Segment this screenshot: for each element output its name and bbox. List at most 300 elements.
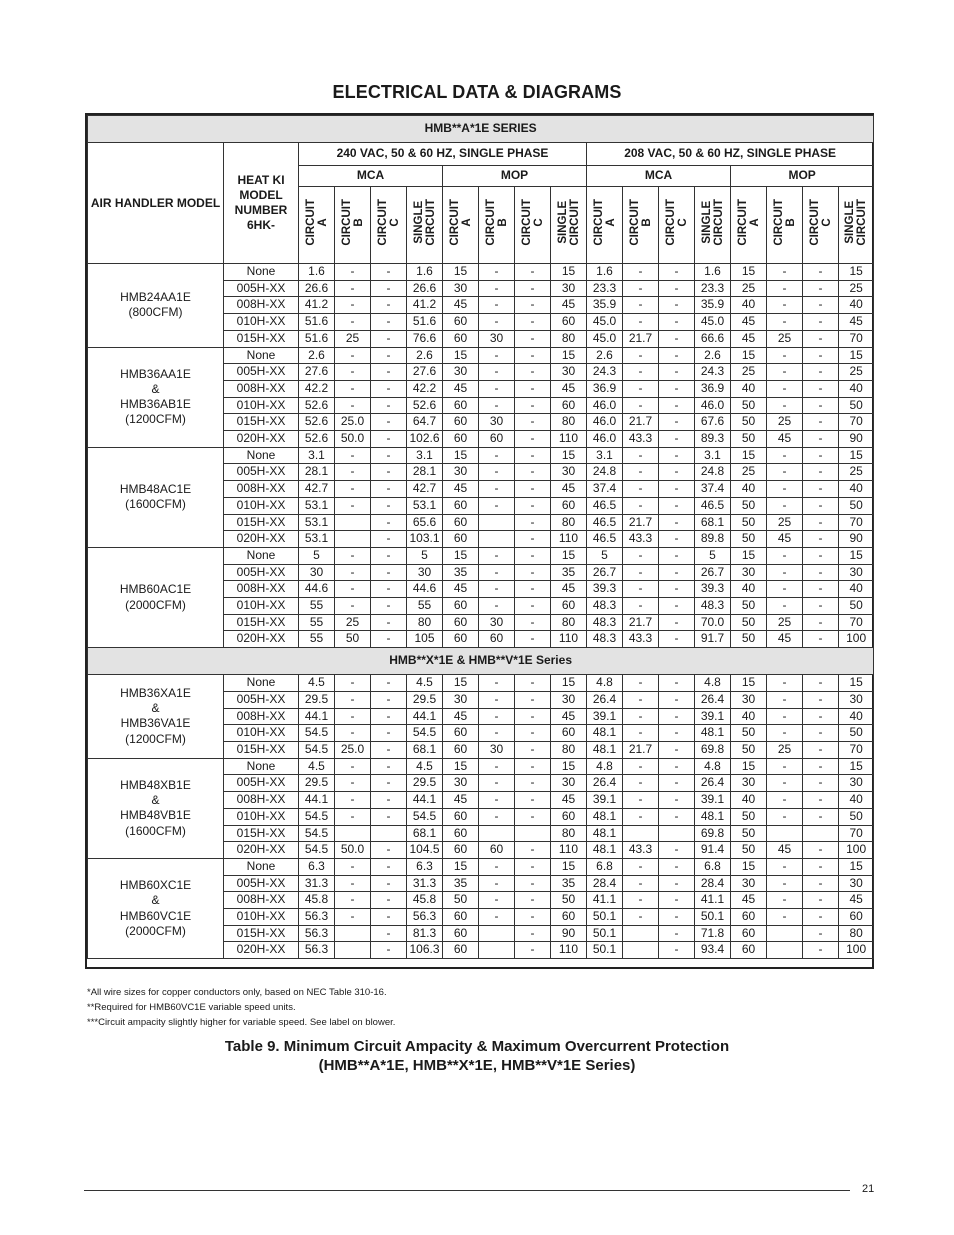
- value-cell: -: [479, 497, 515, 514]
- value-cell: 40: [839, 708, 874, 725]
- value-cell: [623, 925, 659, 942]
- circuit-sub-header-label: SINGLE CIRCUIT: [556, 199, 581, 246]
- value-cell: -: [803, 330, 839, 347]
- value-cell: -: [515, 909, 551, 926]
- value-cell: 40: [731, 581, 767, 598]
- value-cell: 39.1: [695, 708, 731, 725]
- value-cell: 31.3: [407, 875, 443, 892]
- value-cell: 48.1: [587, 808, 623, 825]
- value-cell: 15: [839, 347, 874, 364]
- value-cell: 52.6: [407, 397, 443, 414]
- value-cell: 70.0: [695, 614, 731, 631]
- value-cell: 37.4: [695, 481, 731, 498]
- value-cell: 25: [767, 614, 803, 631]
- value-cell: 53.1: [299, 531, 335, 548]
- value-cell: -: [659, 892, 695, 909]
- circuit-sub-header: [695, 187, 731, 264]
- value-cell: 28.1: [299, 464, 335, 481]
- value-cell: 60: [443, 314, 479, 331]
- value-cell: 43.3: [623, 842, 659, 859]
- value-cell: 45: [443, 380, 479, 397]
- footnote: ***Circuit ampacity slightly higher for variable speed. See label on blower.: [87, 1017, 396, 1028]
- value-cell: 21.7: [623, 514, 659, 531]
- value-cell: [767, 825, 803, 842]
- value-cell: -: [659, 614, 695, 631]
- value-cell: -: [515, 380, 551, 397]
- value-cell: -: [371, 330, 407, 347]
- value-cell: 50: [731, 614, 767, 631]
- heat-kit-cell: 020H-XX: [224, 431, 299, 448]
- value-cell: 15: [443, 858, 479, 875]
- heat-kit-cell: 005H-XX: [224, 280, 299, 297]
- value-cell: 44.1: [299, 792, 335, 809]
- value-cell: -: [803, 431, 839, 448]
- air-handler-model-cell: HMB60AC1E (2000CFM): [88, 547, 224, 647]
- value-cell: 25: [335, 330, 371, 347]
- value-cell: 60: [731, 909, 767, 926]
- value-cell: 48.1: [587, 741, 623, 758]
- value-cell: -: [335, 280, 371, 297]
- value-cell: 21.7: [623, 330, 659, 347]
- heat-kit-cell: None: [224, 447, 299, 464]
- value-cell: 26.6: [299, 280, 335, 297]
- value-cell: -: [515, 581, 551, 598]
- value-cell: 48.1: [587, 725, 623, 742]
- air-handler-model-header: AIR HANDLER MODEL: [88, 143, 224, 264]
- value-cell: 2.6: [695, 347, 731, 364]
- value-cell: -: [803, 875, 839, 892]
- value-cell: 40: [839, 792, 874, 809]
- heat-kit-cell: 008H-XX: [224, 892, 299, 909]
- value-cell: -: [371, 464, 407, 481]
- series-xv-header: HMB**X*1E & HMB**V*1E Series: [88, 648, 874, 675]
- value-cell: 52.6: [299, 431, 335, 448]
- value-cell: -: [371, 447, 407, 464]
- value-cell: 15: [443, 758, 479, 775]
- value-cell: 45.8: [407, 892, 443, 909]
- value-cell: 60: [443, 942, 479, 959]
- value-cell: 6.3: [407, 858, 443, 875]
- page-number: 21: [862, 1183, 875, 1195]
- value-cell: 41.1: [587, 892, 623, 909]
- value-cell: -: [659, 330, 695, 347]
- heat-kit-cell: None: [224, 547, 299, 564]
- value-cell: -: [767, 297, 803, 314]
- value-cell: 25.0: [335, 414, 371, 431]
- value-cell: 15: [443, 675, 479, 692]
- circuit-sub-header-label: CIRCUIT B: [340, 199, 365, 246]
- value-cell: -: [479, 547, 515, 564]
- value-cell: 30: [731, 564, 767, 581]
- value-cell: -: [623, 909, 659, 926]
- value-cell: -: [623, 264, 659, 281]
- value-cell: -: [515, 925, 551, 942]
- value-cell: -: [659, 925, 695, 942]
- value-cell: 50: [731, 531, 767, 548]
- value-cell: 30: [479, 614, 515, 631]
- value-cell: 15: [731, 675, 767, 692]
- footnotes: [87, 985, 395, 1030]
- value-cell: -: [335, 598, 371, 615]
- value-cell: 50: [443, 892, 479, 909]
- value-cell: 80: [551, 514, 587, 531]
- footnote: **Required for HMB60VC1E variable speed units.: [87, 1002, 296, 1013]
- circuit-sub-header: [335, 187, 371, 264]
- value-cell: 42.7: [299, 481, 335, 498]
- table-row: [88, 858, 874, 875]
- value-cell: 70: [839, 330, 874, 347]
- value-cell: -: [371, 631, 407, 648]
- value-cell: 50: [731, 725, 767, 742]
- value-cell: -: [479, 725, 515, 742]
- value-cell: 1.6: [407, 264, 443, 281]
- footer-rule: [84, 1190, 850, 1191]
- value-cell: -: [803, 925, 839, 942]
- value-cell: -: [335, 564, 371, 581]
- value-cell: -: [659, 792, 695, 809]
- value-cell: 70: [839, 741, 874, 758]
- value-cell: -: [803, 581, 839, 598]
- heat-kit-cell: 015H-XX: [224, 825, 299, 842]
- value-cell: -: [803, 598, 839, 615]
- value-cell: 44.1: [407, 792, 443, 809]
- value-cell: -: [803, 314, 839, 331]
- heat-kit-cell: 010H-XX: [224, 314, 299, 331]
- heat-kit-cell: 008H-XX: [224, 380, 299, 397]
- value-cell: -: [515, 875, 551, 892]
- value-cell: -: [659, 564, 695, 581]
- mca-208-header: MCA: [587, 166, 731, 187]
- value-cell: 51.6: [299, 314, 335, 331]
- value-cell: -: [659, 842, 695, 859]
- value-cell: 35: [443, 875, 479, 892]
- value-cell: -: [479, 875, 515, 892]
- value-cell: 50.1: [695, 909, 731, 926]
- value-cell: -: [371, 347, 407, 364]
- value-cell: -: [659, 691, 695, 708]
- value-cell: 45: [767, 531, 803, 548]
- value-cell: -: [515, 531, 551, 548]
- circuit-sub-header: [299, 187, 335, 264]
- value-cell: 25: [731, 280, 767, 297]
- value-cell: -: [767, 675, 803, 692]
- value-cell: 55: [299, 614, 335, 631]
- value-cell: 25: [335, 614, 371, 631]
- value-cell: -: [371, 481, 407, 498]
- value-cell: -: [767, 497, 803, 514]
- value-cell: 48.3: [587, 631, 623, 648]
- value-cell: -: [803, 564, 839, 581]
- value-cell: 23.3: [587, 280, 623, 297]
- value-cell: 29.5: [407, 775, 443, 792]
- value-cell: -: [479, 691, 515, 708]
- value-cell: 5: [299, 547, 335, 564]
- circuit-sub-header: [839, 187, 874, 264]
- value-cell: 89.3: [695, 431, 731, 448]
- value-cell: 30: [839, 775, 874, 792]
- value-cell: -: [623, 858, 659, 875]
- value-cell: 30: [839, 875, 874, 892]
- value-cell: -: [335, 708, 371, 725]
- value-cell: 70: [839, 414, 874, 431]
- page-title: ELECTRICAL DATA & DIAGRAMS: [332, 82, 622, 102]
- heat-kit-cell: None: [224, 347, 299, 364]
- value-cell: 29.5: [299, 691, 335, 708]
- value-cell: [623, 942, 659, 959]
- electrical-data-table: [87, 115, 874, 959]
- value-cell: 81.3: [407, 925, 443, 942]
- value-cell: 40: [839, 380, 874, 397]
- value-cell: 54.5: [299, 741, 335, 758]
- value-cell: 50: [731, 825, 767, 842]
- value-cell: 60: [443, 631, 479, 648]
- heat-kit-cell: None: [224, 264, 299, 281]
- value-cell: 70: [839, 614, 874, 631]
- value-cell: -: [623, 892, 659, 909]
- value-cell: 15: [839, 264, 874, 281]
- value-cell: 15: [839, 758, 874, 775]
- value-cell: -: [659, 942, 695, 959]
- value-cell: -: [803, 380, 839, 397]
- value-cell: 35: [551, 875, 587, 892]
- value-cell: 100: [839, 842, 874, 859]
- value-cell: 44.1: [299, 708, 335, 725]
- value-cell: -: [371, 875, 407, 892]
- value-cell: -: [335, 581, 371, 598]
- value-cell: 71.8: [695, 925, 731, 942]
- value-cell: [479, 925, 515, 942]
- value-cell: -: [803, 547, 839, 564]
- value-cell: 45: [551, 380, 587, 397]
- value-cell: 15: [839, 547, 874, 564]
- value-cell: 25: [839, 464, 874, 481]
- heat-kit-cell: 010H-XX: [224, 497, 299, 514]
- value-cell: 15: [551, 547, 587, 564]
- value-cell: 25: [767, 514, 803, 531]
- value-cell: 60: [443, 925, 479, 942]
- value-cell: -: [335, 675, 371, 692]
- value-cell: 15: [443, 547, 479, 564]
- value-cell: -: [659, 280, 695, 297]
- value-cell: -: [803, 858, 839, 875]
- heat-kit-cell: 015H-XX: [224, 925, 299, 942]
- value-cell: 60: [551, 397, 587, 414]
- circuit-sub-header: [731, 187, 767, 264]
- value-cell: 1.6: [695, 264, 731, 281]
- value-cell: 80: [551, 330, 587, 347]
- value-cell: 60: [839, 909, 874, 926]
- circuit-sub-header: [767, 187, 803, 264]
- value-cell: 30: [551, 691, 587, 708]
- value-cell: 60: [551, 598, 587, 615]
- table-row: [88, 547, 874, 564]
- value-cell: -: [371, 614, 407, 631]
- value-cell: 110: [551, 842, 587, 859]
- table-row: [88, 447, 874, 464]
- air-handler-model-cell: HMB60XC1E & HMB60VC1E (2000CFM): [88, 858, 224, 958]
- air-handler-model-cell: HMB24AA1E (800CFM): [88, 264, 224, 348]
- value-cell: 15: [839, 447, 874, 464]
- value-cell: -: [659, 431, 695, 448]
- value-cell: -: [803, 447, 839, 464]
- value-cell: 15: [731, 547, 767, 564]
- value-cell: -: [515, 547, 551, 564]
- circuit-sub-header: [407, 187, 443, 264]
- value-cell: -: [623, 464, 659, 481]
- value-cell: -: [479, 581, 515, 598]
- value-cell: -: [371, 708, 407, 725]
- value-cell: 40: [731, 380, 767, 397]
- value-cell: -: [767, 314, 803, 331]
- value-cell: 30: [731, 775, 767, 792]
- value-cell: -: [515, 314, 551, 331]
- value-cell: -: [803, 691, 839, 708]
- value-cell: [515, 825, 551, 842]
- value-cell: 91.4: [695, 842, 731, 859]
- value-cell: 24.8: [587, 464, 623, 481]
- value-cell: 30: [731, 875, 767, 892]
- value-cell: -: [803, 725, 839, 742]
- value-cell: 45.0: [587, 314, 623, 331]
- value-cell: 45: [731, 892, 767, 909]
- value-cell: -: [515, 431, 551, 448]
- value-cell: -: [335, 547, 371, 564]
- value-cell: 4.8: [695, 758, 731, 775]
- value-cell: 42.7: [407, 481, 443, 498]
- value-cell: 30: [839, 691, 874, 708]
- value-cell: -: [767, 564, 803, 581]
- value-cell: 67.6: [695, 414, 731, 431]
- value-cell: [335, 942, 371, 959]
- value-cell: 50.1: [587, 925, 623, 942]
- value-cell: 68.1: [407, 741, 443, 758]
- value-cell: 46.5: [587, 531, 623, 548]
- value-cell: 70: [839, 825, 874, 842]
- value-cell: 5: [407, 547, 443, 564]
- table-caption: [0, 1037, 954, 1075]
- value-cell: [479, 514, 515, 531]
- value-cell: 68.1: [695, 514, 731, 531]
- value-cell: 56.3: [299, 942, 335, 959]
- value-cell: 25: [731, 364, 767, 381]
- value-cell: 24.3: [695, 364, 731, 381]
- value-cell: -: [803, 531, 839, 548]
- value-cell: -: [659, 397, 695, 414]
- value-cell: -: [335, 264, 371, 281]
- value-cell: -: [767, 364, 803, 381]
- value-cell: -: [767, 875, 803, 892]
- value-cell: -: [659, 347, 695, 364]
- value-cell: 56.3: [299, 909, 335, 926]
- value-cell: -: [803, 892, 839, 909]
- value-cell: 26.6: [407, 280, 443, 297]
- value-cell: 30: [551, 280, 587, 297]
- value-cell: 42.2: [407, 380, 443, 397]
- value-cell: 69.8: [695, 741, 731, 758]
- value-cell: 39.1: [587, 792, 623, 809]
- circuit-sub-header: [371, 187, 407, 264]
- value-cell: -: [659, 708, 695, 725]
- value-cell: 60: [551, 909, 587, 926]
- value-cell: -: [335, 497, 371, 514]
- value-cell: 45: [731, 330, 767, 347]
- value-cell: -: [515, 414, 551, 431]
- value-cell: -: [515, 858, 551, 875]
- value-cell: 93.4: [695, 942, 731, 959]
- mca-240-header: MCA: [299, 166, 443, 187]
- heat-kit-cell: 008H-XX: [224, 297, 299, 314]
- value-cell: -: [371, 675, 407, 692]
- value-cell: -: [515, 842, 551, 859]
- value-cell: 21.7: [623, 741, 659, 758]
- value-cell: 27.6: [299, 364, 335, 381]
- value-cell: -: [371, 314, 407, 331]
- value-cell: -: [479, 364, 515, 381]
- value-cell: -: [623, 447, 659, 464]
- value-cell: -: [371, 775, 407, 792]
- value-cell: 46.5: [587, 514, 623, 531]
- value-cell: -: [767, 264, 803, 281]
- circuit-sub-header-label: SINGLE CIRCUIT: [700, 199, 725, 246]
- value-cell: [479, 942, 515, 959]
- value-cell: -: [767, 280, 803, 297]
- value-cell: 54.5: [299, 808, 335, 825]
- value-cell: -: [479, 347, 515, 364]
- circuit-sub-header: [515, 187, 551, 264]
- value-cell: -: [803, 614, 839, 631]
- value-cell: -: [479, 909, 515, 926]
- value-cell: -: [515, 364, 551, 381]
- value-cell: 56.3: [299, 925, 335, 942]
- circuit-sub-header: [479, 187, 515, 264]
- value-cell: 65.6: [407, 514, 443, 531]
- value-cell: [767, 942, 803, 959]
- value-cell: -: [767, 858, 803, 875]
- value-cell: 50: [335, 631, 371, 648]
- value-cell: 41.1: [695, 892, 731, 909]
- electrical-data-table-frame: [85, 113, 874, 969]
- value-cell: -: [659, 531, 695, 548]
- value-cell: 24.8: [695, 464, 731, 481]
- value-cell: 60: [443, 825, 479, 842]
- value-cell: 60: [443, 842, 479, 859]
- value-cell: 52.6: [299, 414, 335, 431]
- value-cell: -: [479, 264, 515, 281]
- value-cell: -: [659, 858, 695, 875]
- value-cell: -: [623, 675, 659, 692]
- value-cell: 45: [443, 792, 479, 809]
- value-cell: 3.1: [695, 447, 731, 464]
- value-cell: -: [767, 708, 803, 725]
- value-cell: 80: [839, 925, 874, 942]
- value-cell: 26.4: [695, 775, 731, 792]
- value-cell: -: [623, 280, 659, 297]
- value-cell: 56.3: [407, 909, 443, 926]
- value-cell: 1.6: [587, 264, 623, 281]
- value-cell: -: [335, 808, 371, 825]
- value-cell: -: [659, 514, 695, 531]
- value-cell: -: [659, 875, 695, 892]
- value-cell: 42.2: [299, 380, 335, 397]
- value-cell: 4.5: [299, 675, 335, 692]
- value-cell: 28.4: [695, 875, 731, 892]
- value-cell: 3.1: [587, 447, 623, 464]
- heat-kit-cell: 015H-XX: [224, 741, 299, 758]
- value-cell: -: [659, 414, 695, 431]
- value-cell: 25: [839, 280, 874, 297]
- value-cell: 3.1: [407, 447, 443, 464]
- value-cell: -: [767, 464, 803, 481]
